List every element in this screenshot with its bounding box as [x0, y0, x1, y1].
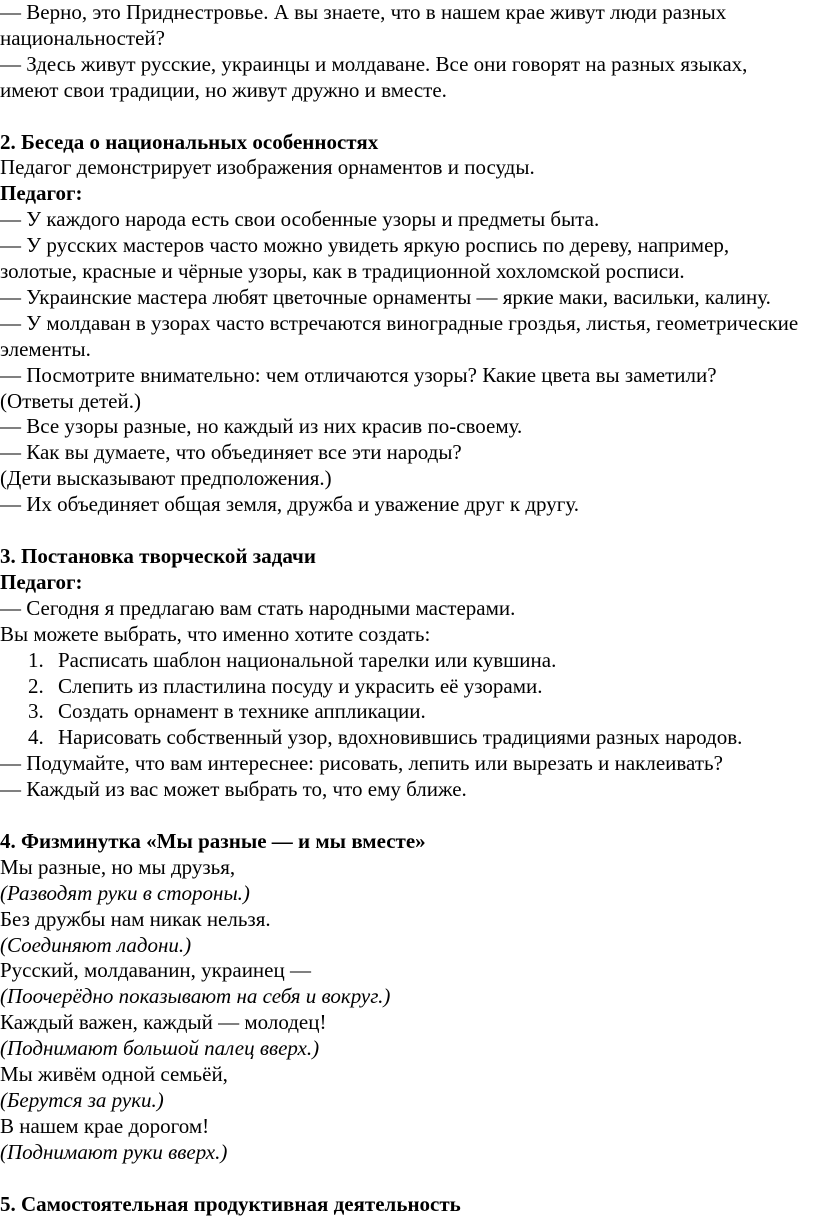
section-3-speaker: Педагог: [0, 569, 83, 594]
section-2-line: — Все узоры разные, но каждый из них красив по-своему. [0, 414, 523, 439]
section-3-line-1: — Сегодня я предлагаю вам стать народными мастерами. [0, 595, 516, 620]
section-2-line: — Украинские мастера любят цветочные орнаменты — яркие маки, васильки, калину. [0, 284, 771, 309]
section-4-heading: 4. Физминутка «Мы разные — и мы вместе» [0, 828, 426, 853]
section-5-heading: 5. Самостоятельная продуктивная деятельность [0, 1191, 461, 1216]
task-list-item [0, 699, 810, 725]
verse-action: (Поднимают руки вверх.) [0, 1139, 228, 1164]
section-gap [0, 518, 810, 544]
task-number: 4. [28, 725, 44, 750]
task-list [0, 648, 810, 752]
task-list-item [0, 648, 810, 674]
section-gap [0, 803, 810, 829]
verse-action: (Поднимают большой палец вверх.) [0, 1036, 320, 1061]
task-text: Создать орнамент в технике аппликации. [58, 699, 426, 724]
verse-line: Мы живём одной семьёй, [0, 1062, 228, 1087]
section-3-after-line: — Подумайте, что вам интереснее: рисовать, лепить или вырезать и наклеивать? [0, 751, 723, 776]
task-number: 3. [28, 699, 44, 724]
section-3-after-line: — Каждый из вас может выбрать то, что ему ближе. [0, 777, 467, 802]
task-text: Расписать шаблон национальной тарелки или кувшина. [58, 647, 557, 672]
section-2-line: — У молдаван в узорах часто встречаются виноградные гроздья, листья, геометрические элементы. [0, 310, 799, 361]
section-2-line: — У русских мастеров часто можно увидеть яркую роспись по дереву, например, золотые, красные и чёрные узоры, как в традиционной хохломской росписи. [0, 233, 730, 284]
section-2-line: — Их объединяет общая земля, дружба и уважение друг к другу. [0, 492, 579, 517]
verse-action: (Соединяют ладони.) [0, 932, 192, 957]
section-2-line: — Как вы думаете, что объединяет все эти народы? [0, 440, 462, 465]
task-list-item [0, 674, 810, 700]
section-gap [0, 104, 810, 130]
task-number: 2. [28, 673, 44, 698]
task-list-item [0, 725, 810, 751]
section-3-line-2: Вы можете выбрать, что именно хотите создать: [0, 621, 431, 646]
section-2-heading: 2. Беседа о национальных особенностях [0, 129, 379, 154]
verse-line: Русский, молдаванин, украинец — [0, 958, 311, 983]
verse-action: (Берутся за руки.) [0, 1088, 164, 1113]
verse-line: Мы разные, но мы друзья, [0, 854, 236, 879]
intro-paragraph-2: — Здесь живут русские, украинцы и молдаване. Все они говорят на разных языках, имеют свои традиции, но живут дружно и вместе. [0, 51, 748, 102]
section-2-intro: Педагог демонстрирует изображения орнаментов и посуды. [0, 155, 535, 180]
verse-line: В нашем крае дорогом! [0, 1113, 210, 1138]
verse-line: Без дружбы нам никак нельзя. [0, 906, 271, 931]
verse-action: (Поочерёдно показывают на себя и вокруг.) [0, 984, 391, 1009]
section-2-line: (Дети высказывают предположения.) [0, 466, 332, 491]
section-3-heading: 3. Постановка творческой задачи [0, 544, 316, 568]
task-text: Нарисовать собственный узор, вдохновившись традициями разных народов. [58, 725, 743, 750]
task-number: 1. [28, 647, 44, 672]
section-2-line: — Посмотрите внимательно: чем отличаются узоры? Какие цвета вы заметили? [0, 362, 717, 387]
verse-line: Каждый важен, каждый — молодец! [0, 1010, 327, 1035]
section-2-line: — У каждого народа есть свои особенные узоры и предметы быта. [0, 207, 600, 232]
section-2-speaker: Педагог: [0, 181, 83, 206]
task-text: Слепить из пластилина посуду и украсить её узорами. [58, 673, 543, 698]
section-gap [0, 1166, 810, 1192]
intro-paragraph-1: — Верно, это Приднестровье. А вы знаете, что в нашем крае живут люди разных национальностей? [0, 0, 727, 50]
verse-action: (Разводят руки в стороны.) [0, 880, 250, 905]
section-2-line: (Ответы детей.) [0, 388, 141, 413]
